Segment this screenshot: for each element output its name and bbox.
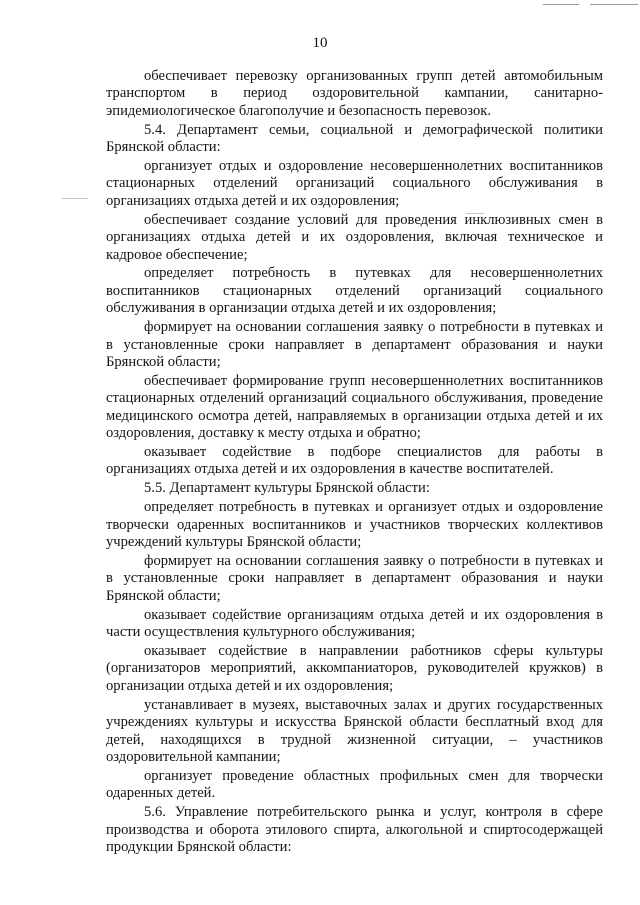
paragraph: обеспечивает формирование групп несовершеннолетних воспитанников стационарных отделений организаций социального обслуживания, проведение медицинского осмотра детей, направляемых в организации отдыха детей и их оздоровления, доставку к месту отдыха и обратно; bbox=[106, 372, 603, 442]
section-heading-5-4: 5.4. Департамент семьи, социальной и демографической политики Брянской области: bbox=[106, 121, 603, 156]
paragraph: обеспечивает создание условий для проведения инклюзивных смен в организациях отдыха детей и их оздоровления, включая техническое и кадровое обеспечение; bbox=[106, 211, 603, 263]
document-body bbox=[106, 68, 603, 858]
section-heading-5-6: 5.6. Управление потребительского рынка и услуг, контроля в сфере производства и оборота этилового спирта, алкогольной и спиртосодержащей продукции Брянской области: bbox=[106, 804, 603, 855]
section-heading-5-5: 5.5. Департамент культуры Брянской области: bbox=[144, 480, 430, 497]
paragraph: устанавливает в музеях, выставочных залах и других государственных учреждениях культуры и искусства Брянской области бесплатный вход для детей, находящихся в трудной жизненной ситуации, – участников оздоровительной кампании; bbox=[106, 696, 603, 765]
paragraph: оказывает содействие организациям отдыха детей и их оздоровления в части осуществления культурного обслуживания; bbox=[106, 606, 603, 641]
paragraph: определяет потребность в путевках и организует отдых и оздоровление творчески одаренных воспитанников и участников творческих коллективов учреждений культуры Брянской области; bbox=[106, 499, 603, 551]
scan-edge-mark bbox=[590, 4, 638, 5]
paragraph: оказывает содействие в направлении работников сферы культуры (организаторов мероприятий, аккомпаниаторов, руководителей кружков) в организации отдыха детей и их оздоровления; bbox=[106, 643, 603, 694]
paragraph: определяет потребность в путевках для несовершеннолетних воспитанников стационарных отделений организаций социального обслуживания в организации отдыха детей и их оздоровления; bbox=[106, 265, 603, 317]
paragraph: организует проведение областных профильных смен для творчески одаренных детей. bbox=[106, 767, 603, 802]
scan-edge-mark bbox=[543, 4, 579, 5]
paragraph: обеспечивает перевозку организованных групп детей автомобильным транспортом в период оздоровительной кампании, санитарно-эпидемиологическое благополучие и безопасность перевозок. bbox=[106, 68, 603, 119]
paragraph: оказывает содействие в подборе специалистов для работы в организациях отдыха детей и их оздоровления в качестве воспитателей. bbox=[106, 444, 603, 478]
scan-speck bbox=[62, 198, 88, 199]
page-number: 10 bbox=[312, 35, 328, 51]
paragraph: формирует на основании соглашения заявку о потребности в путевках и в установленные сроки направляет в департамент образования и науки Брянской области; bbox=[106, 552, 603, 604]
paragraph: формирует на основании соглашения заявку о потребности в путевках и в установленные сроки направляет в департамент образования и науки Брянской области; bbox=[106, 319, 603, 370]
paragraph: организует отдых и оздоровление несовершеннолетних воспитанников стационарных отделений организаций социального обслуживания в организациях отдыха детей и их оздоровления; bbox=[106, 158, 603, 209]
